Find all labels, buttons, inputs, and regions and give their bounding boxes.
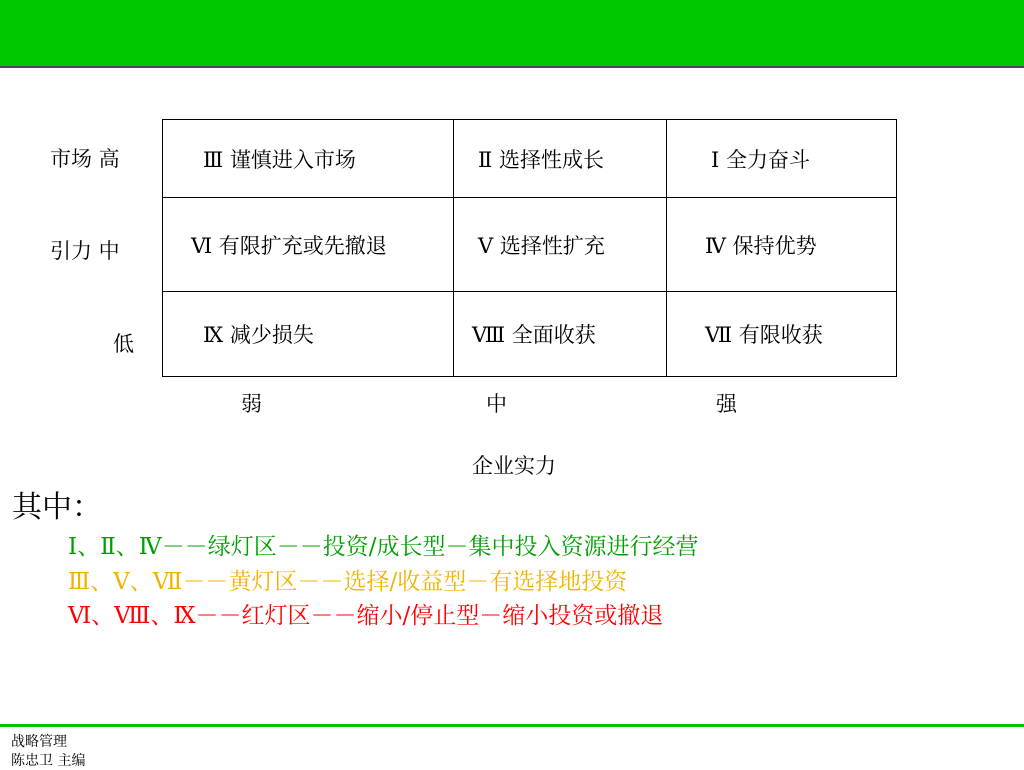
col-label-medium: 中 [486, 392, 507, 416]
title-bar [0, 0, 1024, 68]
matrix-cell-1: Ⅰ 全力奋斗 [667, 120, 897, 198]
matrix-cell-9: Ⅸ 减少损失 [163, 292, 454, 377]
legend-green-zone: Ⅰ、Ⅱ、Ⅳ－－绿灯区－－投资/成长型－集中投入资源进行经营 [68, 534, 699, 560]
footer-author: 陈忠卫 主编 [11, 753, 86, 769]
footer-course-title: 战略管理 [11, 734, 67, 750]
matrix-row-medium [163, 198, 897, 292]
matrix-row-low [163, 292, 897, 377]
matrix-cell-4: Ⅳ 保持优势 [667, 198, 897, 292]
col-label-weak: 弱 [241, 392, 262, 416]
matrix-cell-6: Ⅵ 有限扩充或先撤退 [163, 198, 454, 292]
footer-divider [0, 724, 1024, 727]
legend-red-zone: Ⅵ、Ⅷ、Ⅸ－－红灯区－－缩小/停止型－缩小投资或撤退 [68, 603, 664, 629]
matrix-cell-2: Ⅱ 选择性成长 [454, 120, 667, 198]
col-label-strong: 强 [716, 392, 737, 416]
matrix-row-high [163, 120, 897, 198]
row-label-medium: 引力 中 [50, 239, 120, 263]
row-label-high: 市场 高 [50, 147, 120, 171]
matrix-cell-7: Ⅶ 有限收获 [667, 292, 897, 377]
legend-intro: 其中： [12, 490, 102, 525]
ge-matrix-table [162, 119, 897, 377]
row-label-low: 低 [113, 332, 134, 356]
matrix-cell-5: Ⅴ 选择性扩充 [454, 198, 667, 292]
x-axis-title: 企业实力 [472, 454, 556, 478]
legend-yellow-zone: Ⅲ、Ⅴ、Ⅶ－－黄灯区－－选择/收益型－有选择地投资 [68, 569, 628, 595]
matrix-cell-8: Ⅷ 全面收获 [454, 292, 667, 377]
matrix-cell-3: Ⅲ 谨慎进入市场 [163, 120, 454, 198]
